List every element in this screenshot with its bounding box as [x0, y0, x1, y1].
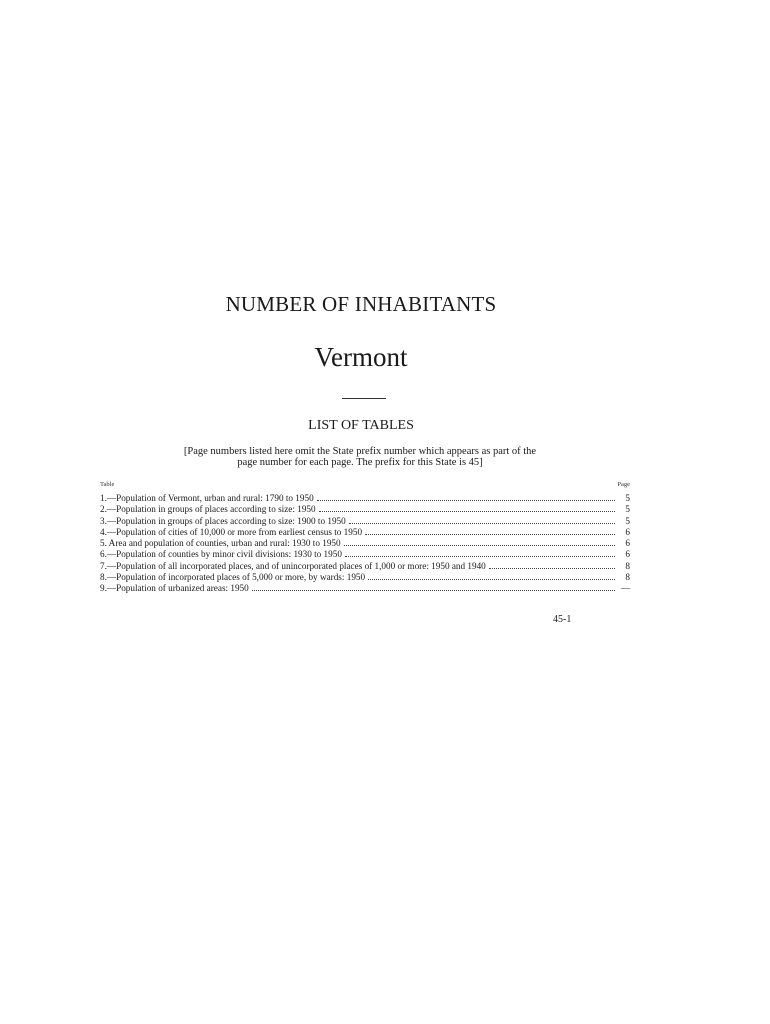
list-of-tables-heading: LIST OF TABLES: [308, 418, 414, 433]
toc-dot-leader: [345, 549, 615, 557]
toc-column-table: Table: [100, 481, 115, 488]
toc-entry-page: 6: [625, 538, 630, 549]
toc-dot-leader: [365, 527, 615, 535]
prefix-note: [130, 446, 590, 468]
toc-entry: [100, 493, 630, 504]
document-title: NUMBER OF INHABITANTS: [225, 292, 497, 316]
toc-entry-title: 3.—Population in groups of places according to size: 1900 to 1950: [100, 515, 346, 526]
toc-entry-title: 9.—Population of urbanized areas: 1950: [100, 583, 249, 594]
toc-dot-leader: [344, 538, 615, 546]
toc-dot-leader: [368, 572, 615, 580]
toc-entry-page: 5: [625, 493, 630, 503]
toc-entry-page: 5: [625, 515, 630, 526]
toc-dot-leader: [489, 561, 615, 569]
toc-column-page: Page: [617, 481, 630, 488]
toc-entry-page: 6: [625, 549, 630, 560]
toc-entry: [100, 538, 630, 549]
toc-entry: [100, 583, 630, 594]
state-title: Vermont: [314, 342, 408, 372]
toc-dot-leader: [349, 516, 615, 524]
toc-entry: [100, 527, 630, 538]
toc-rows: [100, 493, 630, 595]
toc-entry: [100, 504, 630, 515]
prefix-note-line-1: [Page numbers listed here omit the State prefix number which appears as part of the: [183, 446, 537, 457]
toc-entry-page: 8: [625, 572, 630, 583]
toc-entry-page: —: [620, 583, 630, 594]
toc-entry-title: 2.—Population in groups of places according to size: 1950: [100, 504, 316, 515]
toc-entry: [100, 549, 630, 560]
toc-dot-leader: [252, 583, 615, 591]
toc-dot-leader: [319, 504, 615, 512]
toc-entry: [100, 561, 630, 572]
toc-entry: [100, 516, 630, 527]
toc-entry-title: 6.—Population of counties by minor civil divisions: 1930 to 1950: [100, 549, 342, 560]
table-of-contents: [100, 481, 630, 595]
toc-entry-title: 5. Area and population of counties, urban and rural: 1930 to 1950: [100, 538, 341, 549]
title-divider: [342, 398, 386, 399]
prefix-note-line-2: page number for each page. The prefix for this State is 45]: [237, 457, 483, 468]
toc-header: [100, 481, 630, 493]
toc-entry-page: 6: [625, 526, 630, 537]
toc-entry: [100, 572, 630, 583]
toc-entry-title: 8.—Population of incorporated places of 5,000 or more, by wards: 1950: [100, 572, 366, 583]
toc-dot-leader: [317, 493, 615, 501]
toc-entry-title: 1.—Population of Vermont, urban and rural: 1790 to 1950: [100, 493, 314, 503]
toc-entry-title: 7.—Population of all incorporated places, and of unincorporated places of 1,000 or more: 1950 and 1940: [100, 560, 486, 571]
toc-entry-page: 5: [625, 504, 630, 515]
toc-entry-title: 4.—Population of cities of 10,000 or more from earliest census to 1950: [100, 526, 363, 537]
page-number: 45-1: [553, 614, 572, 625]
toc-entry-page: 8: [625, 560, 630, 571]
